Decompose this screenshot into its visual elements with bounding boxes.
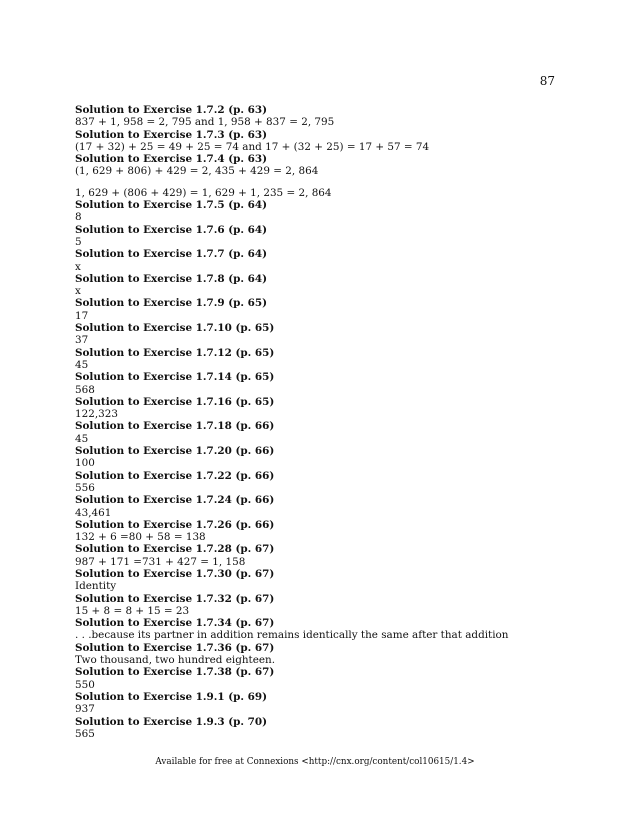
solution-answer: Two thousand, two hundred eighteen. (75, 654, 276, 667)
solution-entry (75, 716, 555, 741)
solution-answer: 122,323 (75, 408, 118, 421)
solution-entry (75, 445, 555, 470)
solution-answer: 987 + 171 =731 + 427 = 1, 158 (75, 555, 246, 568)
solution-answer: Identity (75, 580, 117, 593)
solution-title: Solution to Exercise 1.7.5 (p. 64) (75, 199, 268, 212)
solution-entry (75, 593, 555, 618)
solution-answer: 837 + 1, 958 = 2, 795 and 1, 958 + 837 = 2, 795 (75, 116, 335, 129)
solution-entry (75, 543, 555, 568)
solution-title: Solution to Exercise 1.7.18 (p. 66) (75, 420, 275, 433)
solution-answer: (1, 629 + 806) + 429 = 2, 435 + 429 = 2, 864 (75, 165, 319, 178)
solution-title: Solution to Exercise 1.7.16 (p. 65) (75, 395, 275, 408)
solution-title: Solution to Exercise 1.7.22 (p. 66) (75, 469, 275, 482)
solution-answer: 100 (75, 457, 95, 470)
solution-entry (75, 642, 555, 667)
solution-entry (75, 420, 555, 445)
solution-answer: 568 (75, 383, 95, 396)
solution-answer: . . .because its partner in addition remains identically the same after that addition (75, 629, 509, 642)
solution-title: Solution to Exercise 1.7.2 (p. 63) (75, 104, 268, 116)
solution-title: Solution to Exercise 1.7.12 (p. 65) (75, 346, 275, 359)
solution-answer: 5 (75, 235, 82, 248)
solution-title: Solution to Exercise 1.7.28 (p. 67) (75, 543, 275, 556)
page-number: 87 (539, 74, 555, 88)
solution-answer: x (75, 260, 81, 273)
solution-answer: 132 + 6 =80 + 58 = 138 (75, 531, 206, 544)
solution-title: Solution to Exercise 1.7.9 (p. 65) (75, 297, 268, 310)
solution-answer: 550 (75, 678, 95, 691)
solution-title: Solution to Exercise 1.7.7 (p. 64) (75, 248, 268, 261)
solution-entry (75, 666, 555, 691)
solution-entry (75, 494, 555, 519)
solution-answer: 1, 629 + (806 + 429) = 1, 629 + 1, 235 = 2, 864 (75, 186, 332, 199)
solution-entry (75, 322, 555, 347)
solution-answer: 45 (75, 432, 89, 445)
solution-answer: 565 (75, 727, 95, 740)
solution-entry (75, 129, 555, 154)
solution-answer: x (75, 285, 81, 298)
solution-title: Solution to Exercise 1.7.24 (p. 66) (75, 494, 275, 507)
solution-title: Solution to Exercise 1.7.14 (p. 65) (75, 371, 275, 384)
solution-entry (75, 199, 555, 224)
solution-title: Solution to Exercise 1.7.6 (p. 64) (75, 223, 268, 236)
solution-entry (75, 273, 555, 298)
solution-title: Solution to Exercise 1.7.8 (p. 64) (75, 272, 268, 285)
solution-title: Solution to Exercise 1.7.32 (p. 67) (75, 592, 275, 605)
solution-answer: 15 + 8 = 8 + 15 = 23 (75, 604, 190, 617)
solution-answer: 37 (75, 334, 89, 347)
solution-answer: 17 (75, 309, 89, 322)
solution-entry (75, 153, 555, 199)
solution-entry (75, 396, 555, 421)
solution-title: Solution to Exercise 1.9.3 (p. 70) (75, 715, 268, 728)
solution-entry (75, 104, 555, 129)
solution-title: Solution to Exercise 1.7.26 (p. 66) (75, 518, 275, 531)
solution-title: Solution to Exercise 1.7.30 (p. 67) (75, 567, 275, 580)
solution-entry (75, 347, 555, 372)
solution-entry (75, 691, 555, 716)
solution-title: Solution to Exercise 1.7.34 (p. 67) (75, 617, 275, 630)
solution-answer: 556 (75, 481, 95, 494)
solution-answer: 45 (75, 358, 89, 371)
solution-title: Solution to Exercise 1.7.3 (p. 63) (75, 128, 268, 141)
solution-answer: 8 (75, 211, 82, 224)
solution-answer: 937 (75, 703, 95, 716)
solution-entry (75, 371, 555, 396)
solution-title: Solution to Exercise 1.7.38 (p. 67) (75, 666, 275, 679)
solution-entry (75, 470, 555, 495)
solution-entry (75, 248, 555, 273)
solution-entry (75, 224, 555, 249)
solution-answer: 43,461 (75, 506, 112, 519)
solution-title: Solution to Exercise 1.9.1 (p. 69) (75, 690, 268, 703)
solution-title: Solution to Exercise 1.7.36 (p. 67) (75, 641, 275, 654)
solution-answer: (17 + 32) + 25 = 49 + 25 = 74 and 17 + (32 + 25) = 17 + 57 = 74 (75, 140, 430, 153)
page-footer: Available for free at Connexions <http://cnx.org/content/col10615/1.4> (155, 757, 475, 767)
solution-entry (75, 568, 555, 593)
solution-title: Solution to Exercise 1.7.20 (p. 66) (75, 445, 275, 458)
solution-title: Solution to Exercise 1.7.4 (p. 63) (75, 153, 268, 166)
solutions-list (75, 104, 555, 740)
solution-entry (75, 297, 555, 322)
solution-entry (75, 617, 555, 642)
solution-entry (75, 519, 555, 544)
solution-title: Solution to Exercise 1.7.10 (p. 65) (75, 322, 275, 335)
